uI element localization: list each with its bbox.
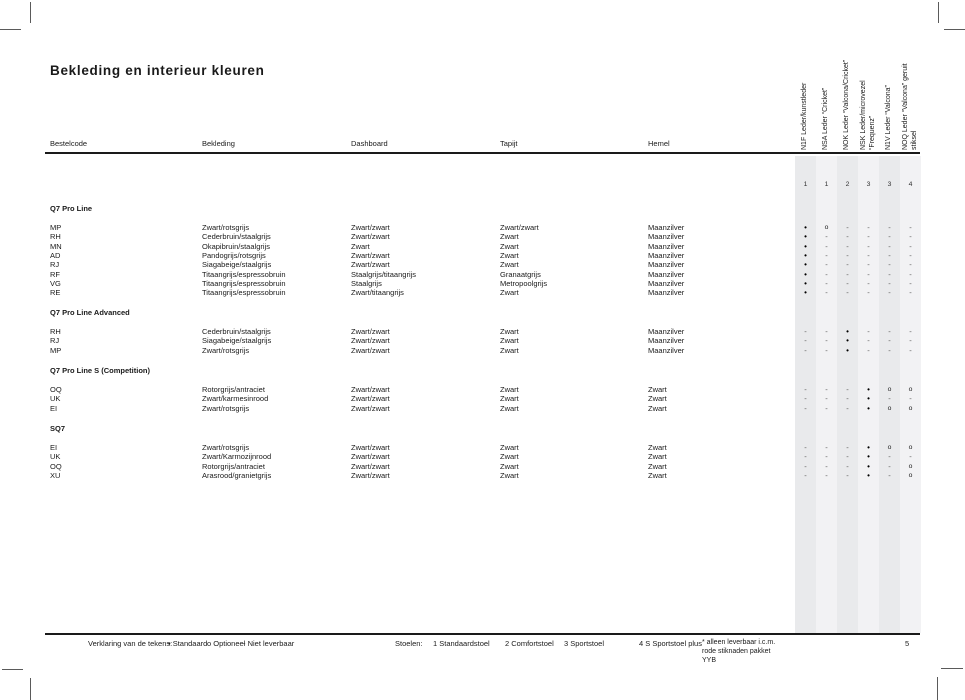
mark-not-available: -	[846, 223, 849, 232]
stoelen-item: 4 S Sportstoel plus	[639, 639, 702, 648]
cell-tapijt: Zwart	[500, 241, 519, 251]
mark-not-available: -	[804, 385, 807, 394]
option-column-label: N1F Leder/kunstleder	[801, 82, 809, 150]
mark-standard: •	[804, 278, 807, 288]
cell-hemel: Maanzilver	[648, 241, 685, 251]
mark-not-available: -	[888, 241, 891, 251]
mark-optional: o	[824, 224, 829, 231]
cell-hemel: Zwart	[648, 385, 667, 394]
cell-dashboard: Zwart/zwart	[351, 470, 390, 480]
mark-not-available: -	[909, 336, 912, 346]
mark-standard: •	[804, 269, 807, 279]
mark-standard: •	[846, 345, 849, 355]
mark-not-available: -	[804, 394, 807, 404]
mark-standard: •	[867, 385, 870, 394]
cell-bekleding: Zwart/rotsgrijs	[202, 443, 250, 452]
row-code: RJ	[50, 336, 60, 346]
legend-item: o Optioneel	[207, 639, 246, 648]
mark-standard: •	[804, 288, 807, 298]
mark-not-available: -	[888, 223, 891, 232]
mark-not-available: -	[825, 385, 828, 394]
row-code: OQ	[50, 461, 62, 471]
column-header-tapijt: Tapijt	[500, 139, 518, 148]
header-rule	[45, 152, 920, 154]
seat-number: 1	[803, 181, 808, 188]
cell-tapijt: Zwart	[500, 443, 519, 452]
mark-not-available: -	[867, 288, 870, 298]
row-code: MP	[50, 345, 62, 355]
cell-hemel: Zwart	[648, 394, 667, 404]
mark-not-available: -	[888, 288, 891, 298]
cell-dashboard: Zwart/zwart	[351, 443, 390, 452]
seat-number: 3	[866, 181, 871, 188]
mark-not-available: -	[825, 269, 828, 279]
cell-bekleding: Zwart/rotsgrijs	[202, 345, 250, 355]
mark-not-available: -	[846, 394, 849, 404]
cell-tapijt: Zwart	[500, 452, 519, 462]
row-code: OQ	[50, 385, 62, 394]
mark-standard: •	[867, 461, 870, 471]
cell-bekleding: Cederbruin/staalgrijs	[202, 327, 271, 336]
cell-dashboard: Zwart/zwart	[351, 250, 390, 260]
cell-tapijt: Zwart/zwart	[500, 223, 539, 232]
cell-hemel: Maanzilver	[648, 223, 685, 232]
mark-not-available: -	[909, 288, 912, 298]
mark-optional: o	[887, 386, 892, 393]
mark-not-available: -	[846, 241, 849, 251]
mark-standard: •	[867, 403, 870, 413]
mark-not-available: -	[846, 461, 849, 471]
mark-standard: •	[846, 327, 849, 336]
mark-not-available: -	[804, 345, 807, 355]
mark-not-available: -	[846, 470, 849, 480]
cell-hemel: Zwart	[648, 470, 667, 480]
mark-standard: •	[867, 452, 870, 462]
mark-not-available: -	[825, 403, 828, 413]
mark-not-available: -	[909, 260, 912, 270]
cell-dashboard: Zwart/zwart	[351, 260, 390, 270]
crop-mark	[941, 668, 963, 669]
cell-dashboard: Zwart/zwart	[351, 394, 390, 404]
cell-tapijt: Granaatgrijs	[500, 269, 541, 279]
cell-tapijt: Zwart	[500, 470, 519, 480]
crop-mark	[2, 669, 23, 670]
mark-not-available: -	[846, 260, 849, 270]
mark-not-available: -	[846, 232, 849, 242]
row-code: RE	[50, 288, 61, 298]
row-code: RH	[50, 232, 61, 242]
cell-hemel: Zwart	[648, 452, 667, 462]
mark-not-available: -	[888, 452, 891, 462]
mark-standard: •	[867, 394, 870, 404]
crop-mark	[937, 677, 938, 700]
cell-hemel: Maanzilver	[648, 345, 685, 355]
cell-tapijt: Zwart	[500, 385, 519, 394]
mark-standard: •	[804, 250, 807, 260]
page-title: Bekleding en interieur kleuren	[50, 63, 265, 78]
cell-tapijt: Zwart	[500, 345, 519, 355]
section-header: Q7 Pro Line	[50, 204, 93, 213]
mark-not-available: -	[804, 327, 807, 336]
cell-tapijt: Zwart	[500, 403, 519, 413]
mark-not-available: -	[909, 241, 912, 251]
row-code: RJ	[50, 260, 60, 270]
cell-hemel: Zwart	[648, 403, 667, 413]
option-column-label: stiksel	[910, 130, 918, 150]
row-code: EI	[50, 403, 58, 413]
cell-dashboard: Zwart/zwart	[351, 461, 390, 471]
row-code: UK	[50, 452, 61, 462]
cell-hemel: Maanzilver	[648, 260, 685, 270]
cell-tapijt: Zwart	[500, 327, 519, 336]
mark-not-available: -	[825, 327, 828, 336]
stoelen-item: 1 Standaardstoel	[433, 639, 490, 648]
mark-not-available: -	[867, 250, 870, 260]
mark-not-available: -	[825, 443, 828, 452]
option-column-label: NOQ Leder “Valcona” geruit	[902, 63, 909, 150]
footnote-line: YYB	[702, 657, 717, 664]
mark-not-available: -	[825, 336, 828, 346]
mark-standard: •	[804, 260, 807, 270]
mark-optional: o	[908, 386, 913, 393]
mark-not-available: -	[825, 278, 828, 288]
mark-not-available: -	[888, 278, 891, 288]
seat-number: 2	[845, 181, 850, 188]
mark-standard: •	[804, 223, 807, 232]
seat-number: 1	[824, 181, 829, 188]
cell-bekleding: Okapibruin/staalgrijs	[202, 241, 270, 251]
mark-not-available: -	[867, 327, 870, 336]
page-number: 5	[905, 639, 910, 648]
mark-not-available: -	[909, 250, 912, 260]
cell-tapijt: Zwart	[500, 394, 519, 404]
mark-not-available: -	[888, 461, 891, 471]
mark-not-available: -	[846, 443, 849, 452]
option-column-label: NOK Leder “Valcona/Cricket”	[843, 59, 851, 150]
mark-not-available: -	[825, 260, 828, 270]
column-header-dashboard: Dashboard	[351, 139, 388, 148]
mark-not-available: -	[846, 250, 849, 260]
row-code: VG	[50, 278, 61, 288]
crop-mark	[938, 2, 939, 23]
mark-not-available: -	[825, 452, 828, 462]
cell-tapijt: Zwart	[500, 250, 519, 260]
mark-not-available: -	[867, 278, 870, 288]
cell-dashboard: Staalgrijs/titaangrijs	[351, 269, 417, 279]
mark-not-available: -	[909, 452, 912, 462]
seat-number: 4	[908, 181, 913, 188]
cell-dashboard: Zwart/zwart	[351, 327, 390, 336]
mark-not-available: -	[825, 345, 828, 355]
cell-dashboard: Staalgrijs	[351, 278, 382, 288]
mark-optional: o	[908, 444, 913, 451]
mark-optional: o	[887, 404, 892, 412]
cell-bekleding: Siagabeige/staalgrijs	[202, 260, 272, 270]
mark-not-available: -	[867, 345, 870, 355]
mark-not-available: -	[867, 260, 870, 270]
mark-not-available: -	[804, 452, 807, 462]
row-code: MP	[50, 223, 62, 232]
legend-label: Verklaring van de tekens:	[88, 639, 173, 648]
cell-dashboard: Zwart/zwart	[351, 345, 390, 355]
mark-not-available: -	[804, 470, 807, 480]
seat-number: 3	[887, 181, 892, 188]
mark-not-available: -	[804, 443, 807, 452]
column-header-hemel: Hemel	[648, 139, 670, 148]
stoelen-label: Stoelen:	[395, 639, 423, 648]
cell-tapijt: Zwart	[500, 336, 519, 346]
cell-hemel: Maanzilver	[648, 232, 685, 242]
cell-bekleding: Arasrood/granietgrijs	[202, 470, 272, 480]
mark-not-available: -	[867, 336, 870, 346]
cell-dashboard: Zwart/zwart	[351, 232, 390, 242]
crop-mark	[30, 2, 31, 23]
cell-hemel: Maanzilver	[648, 336, 685, 346]
mark-not-available: -	[846, 269, 849, 279]
mark-not-available: -	[825, 250, 828, 260]
cell-bekleding: Titaangrijs/espressobruin	[202, 278, 286, 288]
row-code: RH	[50, 327, 61, 336]
cell-hemel: Maanzilver	[648, 288, 685, 298]
mark-not-available: -	[909, 327, 912, 336]
cell-dashboard: Zwart/titaangrijs	[351, 288, 404, 298]
mark-standard: •	[804, 232, 807, 242]
mark-not-available: -	[846, 452, 849, 462]
cell-bekleding: Cederbruin/staalgrijs	[202, 232, 271, 242]
mark-not-available: -	[909, 345, 912, 355]
footer-rule	[45, 633, 920, 635]
mark-not-available: -	[888, 470, 891, 480]
cell-hemel: Maanzilver	[648, 269, 685, 279]
mark-not-available: -	[804, 336, 807, 346]
cell-tapijt: Zwart	[500, 260, 519, 270]
cell-hemel: Maanzilver	[648, 250, 685, 260]
mark-not-available: -	[846, 278, 849, 288]
cell-dashboard: Zwart/zwart	[351, 452, 390, 462]
cell-bekleding: Zwart/karmesinrood	[202, 394, 269, 404]
cell-hemel: Zwart	[648, 461, 667, 471]
mark-not-available: -	[867, 232, 870, 242]
mark-not-available: -	[867, 269, 870, 279]
cell-tapijt: Zwart	[500, 232, 519, 242]
column-header-bestelcode: Bestelcode	[50, 139, 88, 148]
mark-not-available: -	[846, 385, 849, 394]
mark-not-available: -	[846, 288, 849, 298]
option-column-label: NSK Leder/microvezel	[860, 80, 867, 150]
stoelen-item: 2 Comfortstoel	[505, 639, 554, 648]
cell-hemel: Maanzilver	[648, 278, 685, 288]
option-column-label: NSA Leder “Cricket”	[822, 87, 830, 150]
cell-bekleding: Pandogrijs/rotsgrijs	[202, 250, 266, 260]
mark-standard: •	[846, 336, 849, 346]
crop-mark	[30, 678, 31, 700]
cell-bekleding: Siagabeige/staalgrijs	[202, 336, 272, 346]
mark-not-available: -	[825, 241, 828, 251]
mark-not-available: -	[825, 288, 828, 298]
mark-not-available: -	[825, 394, 828, 404]
section-header: SQ7	[50, 424, 66, 433]
cell-hemel: Maanzilver	[648, 327, 685, 336]
mark-not-available: -	[888, 336, 891, 346]
cell-dashboard: Zwart	[351, 241, 370, 251]
mark-not-available: -	[909, 223, 912, 232]
crop-mark	[0, 29, 21, 30]
mark-not-available: -	[888, 327, 891, 336]
mark-not-available: -	[888, 260, 891, 270]
column-header-bekleding: Bekleding	[202, 139, 235, 148]
cell-bekleding: Rotorgrijs/antraciet	[202, 385, 265, 394]
cell-bekleding: Titaangrijs/espressobruin	[202, 288, 286, 298]
cell-bekleding: Rotorgrijs/antraciet	[202, 461, 265, 471]
cell-hemel: Zwart	[648, 443, 667, 452]
cell-tapijt: Zwart	[500, 288, 519, 298]
mark-standard: •	[804, 241, 807, 251]
cell-bekleding: Zwart/rotsgrijs	[202, 223, 250, 232]
mark-standard: •	[867, 470, 870, 480]
mark-not-available: -	[909, 232, 912, 242]
mark-optional: o	[908, 462, 913, 470]
mark-not-available: -	[888, 345, 891, 355]
row-code: RF	[50, 269, 60, 279]
mark-not-available: -	[888, 232, 891, 242]
mark-not-available: -	[825, 470, 828, 480]
section-header: Q7 Pro Line S (Competition)	[50, 366, 151, 375]
legend-item: - Niet leverbaar	[243, 639, 295, 648]
mark-not-available: -	[867, 241, 870, 251]
mark-not-available: -	[825, 461, 828, 471]
cell-tapijt: Zwart	[500, 461, 519, 471]
section-header: Q7 Pro Line Advanced	[50, 308, 130, 317]
footnote-line: * alleen leverbaar i.c.m.	[702, 639, 776, 646]
option-column-label: “Frequenz”	[868, 115, 876, 150]
cell-dashboard: Zwart/zwart	[351, 385, 390, 394]
cell-bekleding: Titaangrijs/espressobruin	[202, 269, 286, 279]
cell-bekleding: Zwart/Karmozijnrood	[202, 452, 272, 462]
mark-not-available: -	[825, 232, 828, 242]
footnote-line: rode stiknaden pakket	[702, 648, 771, 655]
row-code: UK	[50, 394, 61, 404]
mark-not-available: -	[888, 250, 891, 260]
cell-dashboard: Zwart/zwart	[351, 403, 390, 413]
row-code: XU	[50, 470, 61, 480]
mark-not-available: -	[888, 269, 891, 279]
legend-item: • Standaard	[168, 639, 208, 648]
mark-not-available: -	[909, 269, 912, 279]
cell-tapijt: Metropoolgrijs	[500, 278, 548, 288]
crop-mark	[944, 29, 965, 30]
cell-dashboard: Zwart/zwart	[351, 336, 390, 346]
mark-not-available: -	[867, 223, 870, 232]
stoelen-item: 3 Sportstoel	[564, 639, 605, 648]
row-code: AD	[50, 250, 61, 260]
mark-not-available: -	[846, 403, 849, 413]
row-code: MN	[50, 241, 62, 251]
mark-not-available: -	[804, 461, 807, 471]
mark-standard: •	[867, 443, 870, 452]
mark-optional: o	[908, 471, 913, 479]
mark-optional: o	[908, 404, 913, 412]
mark-not-available: -	[804, 403, 807, 413]
cell-dashboard: Zwart/zwart	[351, 223, 390, 232]
mark-not-available: -	[909, 278, 912, 288]
mark-not-available: -	[888, 394, 891, 404]
cell-bekleding: Zwart/rotsgrijs	[202, 403, 250, 413]
mark-not-available: -	[909, 394, 912, 404]
option-column-label: N1V Leder “Valcona”	[885, 85, 893, 150]
row-code: EI	[50, 443, 58, 452]
mark-optional: o	[887, 444, 892, 451]
